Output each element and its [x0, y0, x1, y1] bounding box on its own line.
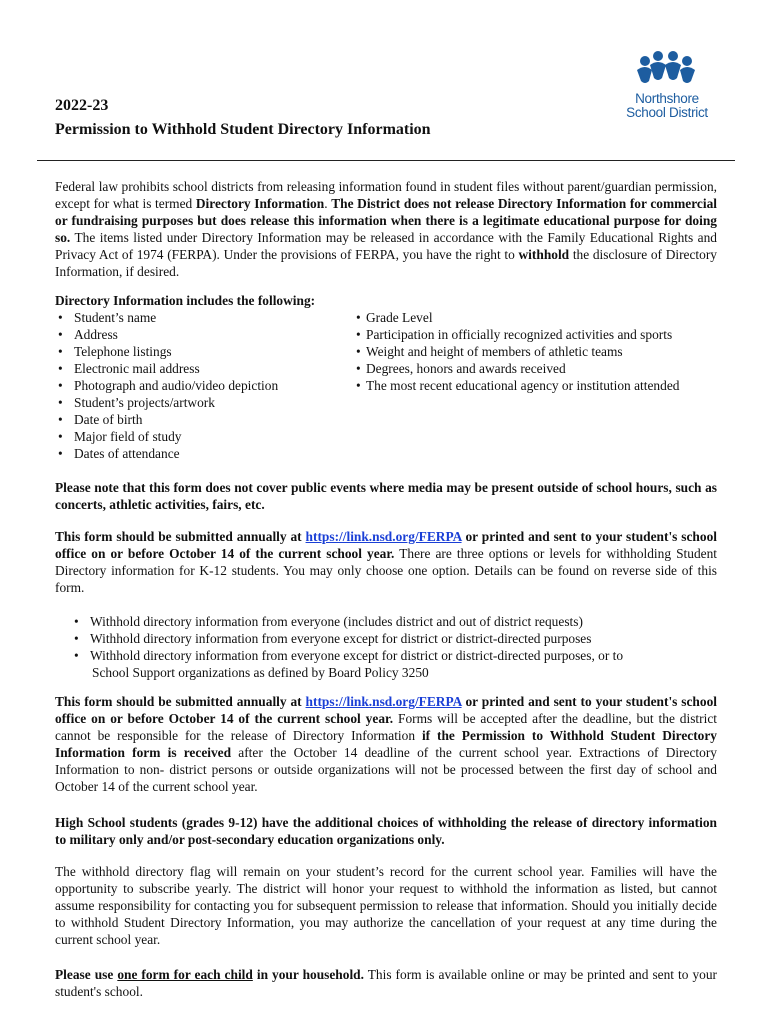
ferpa-link[interactable]: https://link.nsd.org/FERPA — [305, 529, 462, 544]
list-item: • Withhold directory information from everyone except for district or district-directed purposes, or to — [74, 648, 624, 663]
withhold-options-list — [74, 613, 734, 681]
logo-line-2: School District — [626, 105, 708, 120]
high-school-paragraph: High School students (grades 9-12) have the additional choices of withholding the release of directory information to military only and/or post-secondary education organizations only. — [55, 815, 717, 847]
list-item: • Photograph and audio/video depiction — [58, 378, 279, 393]
intro-bold-directory: Directory Information — [195, 196, 325, 211]
page-title: Permission to Withhold Student Directory Information — [55, 121, 431, 138]
list-item: • Participation in officially recognized activities and sports — [356, 327, 673, 342]
ferpa-link-2[interactable]: https://link.nsd.org/FERPA — [305, 694, 462, 709]
list-item: • Major field of study — [58, 429, 182, 444]
media-notice: Please note that this form does not cover public events where media may be present outside of school hours, such as concerts, athletic activities, fairs, etc. — [55, 480, 717, 512]
submit-paragraph-2: This form should be submitted annually at https://link.nsd.org/FERPA or printed and sent to your student's school office on or before October 14 of the current school year. Forms will be accepted after the deadline, but the district cannot be responsible for the release of Directory Information if the Permission to Withhold Student Directory Information form is received after the October 14 deadline of the current school year. Extractions of Directory Information to non- district persons or outside organizations will not be processed between the first day of school and October 14 of the current school year. — [55, 694, 718, 794]
list-item: • The most recent educational agency or institution attended — [356, 378, 680, 393]
directory-heading: Directory Information includes the following: — [55, 293, 316, 308]
list-item: • Weight and height of members of athletic teams — [356, 344, 623, 359]
one-form-emphasis: one form for each child — [117, 967, 253, 982]
intro-bold-policy: The District does not release Directory Information for commercial or fundraising purposes but does release this information when there is a legitimate educational purpose for doing so. — [55, 196, 717, 245]
title-block — [55, 94, 431, 142]
intro-paragraph — [55, 178, 717, 280]
list-item: • Withhold directory information from everyone except for district or district-directed purposes — [74, 631, 592, 646]
directory-list-left — [55, 309, 345, 462]
withhold-flag-paragraph: The withhold directory flag will remain on your student’s record for the current school year. Families will have the opportunity to subscribe yearly. The district will honor your request to withhold the information as listed, but cannot assume responsibility for contacting you for subsequent permission to release that information. Should you initially decide to withhold Student Directory Information, you may authorize the cancellation of your request at any time during the current school year. — [55, 864, 717, 947]
intro-text-2: . — [324, 196, 332, 211]
list-item: • Degrees, honors and awards received — [356, 361, 566, 376]
list-item: • Student’s projects/artwork — [58, 395, 215, 410]
list-item: • Address — [58, 327, 118, 342]
intro-text-3: The items listed under Directory Information may be released in accordance with the Family Educational Rights and Privacy Act of 1974 (FERPA). Under the provisions of FERPA, you have the right to — [55, 230, 717, 262]
submit-paragraph-1: This form should be submitted annually at https://link.nsd.org/FERPA or printed and sent to your student's school office on or before October 14 of the current school year. There are three options or levels for withholding Student Directory information for K-12 students. You may only choose one option. Details can be found on reverse side of this form. — [55, 529, 718, 595]
school-year: 2022-23 — [55, 97, 109, 114]
logo-line-1: Northshore — [635, 91, 699, 106]
intro-text-1: Federal law prohibits school districts from releasing information found in student files without parent/guardian permission, except for what is termed — [55, 179, 717, 211]
district-logo — [612, 50, 722, 122]
list-item: • Withhold directory information from everyone (includes district and out of district requests) — [74, 614, 583, 629]
list-item: • Date of birth — [58, 412, 143, 427]
closing-paragraph: Please use one form for each child in your household. This form is available online or may be printed and sent to your student's school. — [55, 967, 717, 999]
intro-text-4: the disclosure of Directory Information, if desired. — [55, 247, 718, 279]
list-item: • Electronic mail address — [58, 361, 200, 376]
list-item: • Grade Level — [356, 310, 433, 325]
directory-list-right — [356, 309, 736, 394]
list-item: • Student’s name — [58, 310, 157, 325]
list-item-continuation: School Support organizations as defined by Board Policy 3250 — [92, 665, 429, 680]
intro-bold-withhold: withhold — [518, 247, 570, 262]
logo-figures-icon — [612, 50, 722, 90]
list-item: • Telephone listings — [58, 344, 172, 359]
list-item: • Dates of attendance — [58, 446, 180, 461]
header-divider — [37, 160, 735, 161]
